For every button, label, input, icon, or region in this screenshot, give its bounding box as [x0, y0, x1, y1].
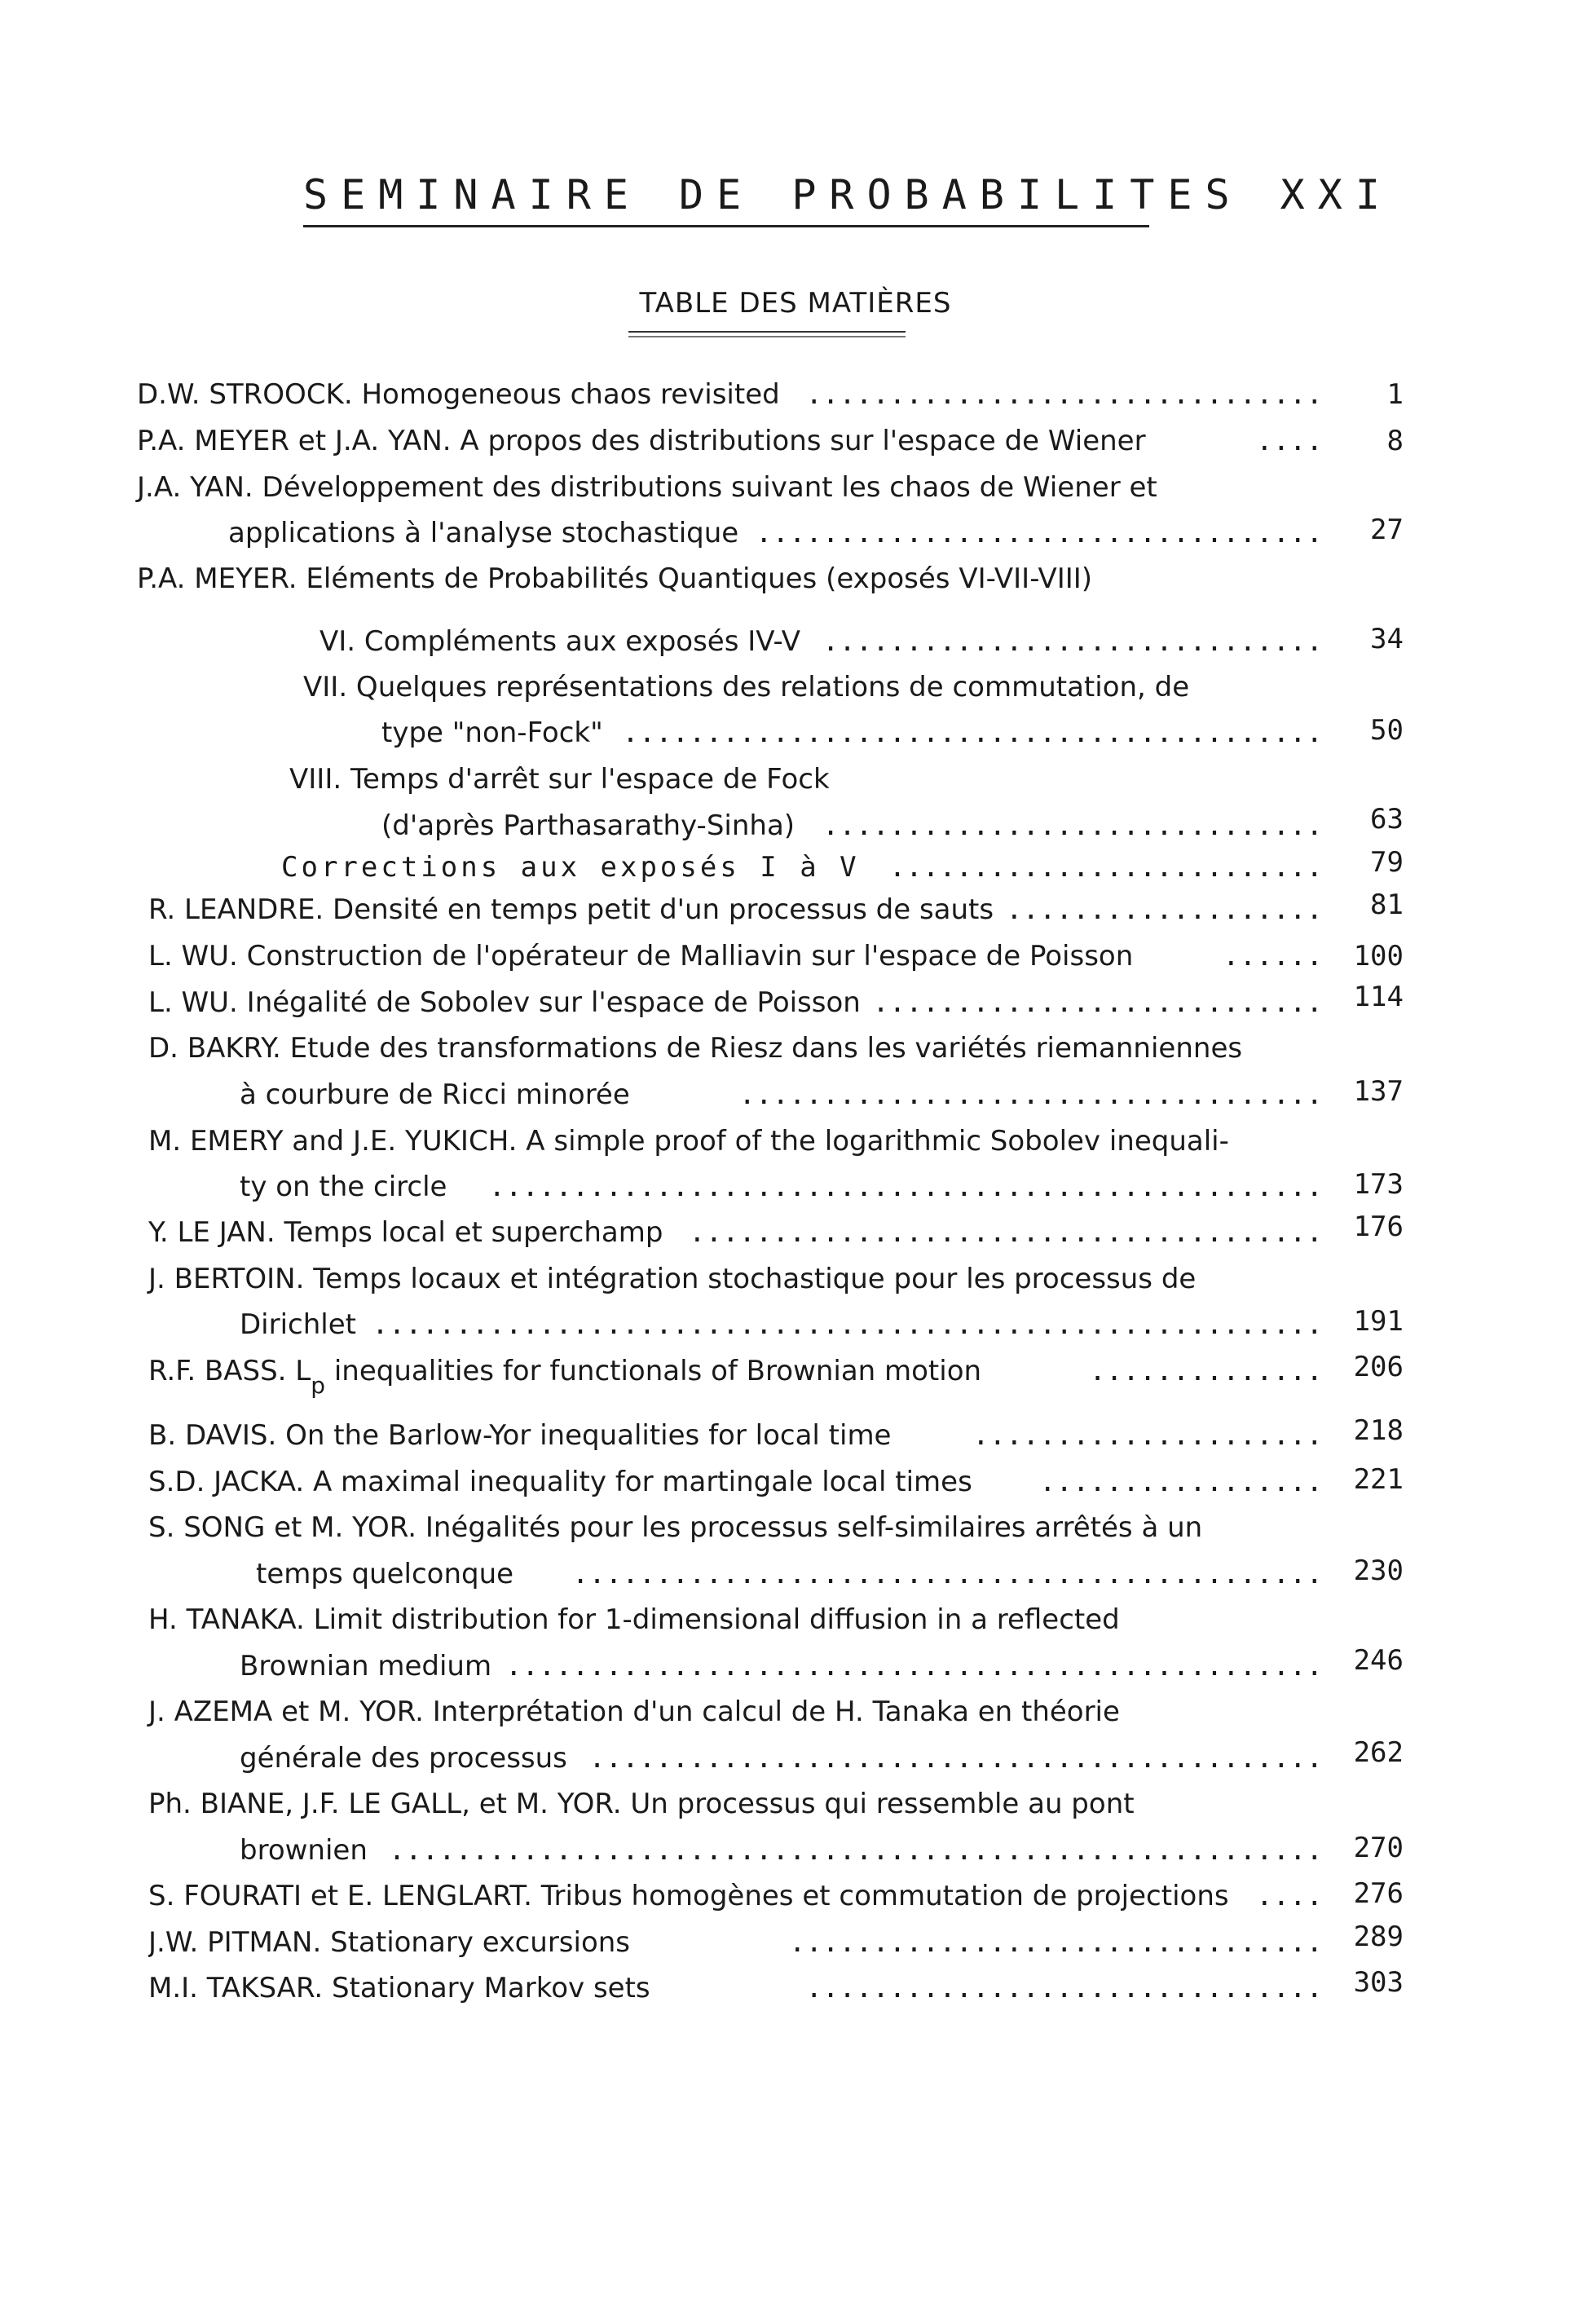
page-number: 79	[1370, 846, 1404, 879]
entry-text: D.W. STROOCK. Homogeneous chaos revisited	[137, 378, 780, 411]
section-heading: P.A. MEYER. Eléments de Probabilités Quantiques (exposés VI-VII-VIII)	[137, 562, 1093, 595]
toc-entry	[281, 848, 1323, 887]
entry-continuation: (d'après Parthasarathy-Sinha)	[381, 809, 796, 842]
toc-entry	[148, 1416, 1323, 1455]
toc-entry	[137, 421, 1323, 461]
title-underline	[303, 225, 1149, 227]
entry-text-part: R.F. BASS. L	[148, 1355, 311, 1387]
entry-continuation: à courbure de Ricci minorée	[240, 1078, 630, 1111]
page-number: 81	[1370, 889, 1404, 921]
entry-continuation: générale des processus	[240, 1742, 567, 1775]
page-number: 246	[1353, 1644, 1404, 1677]
entry-continuation: Brownian medium	[240, 1650, 492, 1682]
entry-text: S.D. JACKA. A maximal inequality for martingale local times	[148, 1466, 972, 1498]
leader-dots: ......	[1223, 940, 1323, 972]
entry-continuation: Dirichlet	[240, 1308, 356, 1341]
entry-text: Corrections aux exposés I à V	[281, 851, 860, 884]
leader-dots: ..................................................	[488, 1171, 1323, 1203]
leader-dots: ........................................................	[388, 1834, 1323, 1867]
page-number: 50	[1370, 714, 1404, 747]
toc-entry	[148, 1969, 1323, 2008]
toc-entry	[240, 1075, 1323, 1114]
leader-dots: .............................................	[571, 1558, 1323, 1590]
page-number: 270	[1353, 1832, 1404, 1864]
leader-dots: ....	[1256, 425, 1323, 457]
page-number: 206	[1353, 1351, 1404, 1383]
entry-text: L. WU. Inégalité de Sobolev sur l'espace de Poisson	[148, 986, 861, 1019]
toc-entry	[148, 983, 1323, 1022]
leader-dots: ..........................................	[622, 717, 1323, 749]
toc-entry	[240, 1739, 1323, 1778]
toc-entry	[148, 1923, 1323, 1962]
entry-text: J.W. PITMAN. Stationary excursions	[148, 1926, 631, 1959]
entry-continuation: brownien	[240, 1834, 368, 1867]
toc-entry	[137, 375, 1323, 414]
page-number: 176	[1353, 1211, 1404, 1243]
page-number: 63	[1370, 803, 1404, 836]
entry-text	[148, 1352, 982, 1399]
toc-entry	[240, 1167, 1323, 1206]
toc-entry	[148, 1876, 1323, 1916]
toc-entry	[228, 514, 1323, 553]
page-number: 137	[1353, 1075, 1404, 1108]
leader-dots: ...............................	[805, 378, 1323, 411]
leader-dots: .........................................................	[372, 1308, 1323, 1341]
toc-entry	[320, 622, 1323, 661]
entry-text: VI. Compléments aux exposés IV-V	[320, 625, 801, 658]
entry-text: J. BERTOIN. Temps locaux et intégration stochastique pour les processus de	[148, 1263, 1197, 1295]
leader-dots: ...................................	[738, 1078, 1323, 1111]
entry-text: Y. LE JAN. Temps local et superchamp	[148, 1216, 663, 1249]
leader-dots: ..................................	[756, 517, 1323, 549]
leader-dots: .................	[1039, 1466, 1323, 1498]
page-number: 221	[1353, 1463, 1404, 1496]
entry-text: VIII. Temps d'arrêt sur l'espace de Fock	[289, 763, 830, 796]
leader-dots: ............................................	[588, 1742, 1323, 1775]
leader-dots: ................................	[788, 1926, 1323, 1959]
leader-dots: .................................................	[505, 1650, 1323, 1682]
entry-text: S. FOURATI et E. LENGLART. Tribus homogènes et commutation de projections	[148, 1880, 1229, 1912]
entry-text: VII. Quelques représentations des relations de commutation, de	[303, 671, 1190, 703]
page-number: 114	[1353, 981, 1404, 1013]
page-number: 1	[1386, 378, 1404, 411]
toc-entry	[148, 1213, 1323, 1252]
page-number: 289	[1353, 1920, 1404, 1953]
entry-text-part: inequalities for functionals of Brownian motion	[325, 1355, 982, 1387]
page-number: 303	[1353, 1966, 1404, 1999]
toc-entry	[148, 937, 1323, 976]
page-number: 230	[1353, 1554, 1404, 1587]
toc-entry	[148, 890, 1323, 929]
entry-text: R. LEANDRE. Densité en temps petit d'un processus de sauts	[148, 893, 994, 926]
toc-entry	[381, 806, 1323, 845]
toc-heading: TABLE DES MATIÈRES	[639, 287, 952, 320]
toc-entry	[240, 1305, 1323, 1344]
entry-text: J.A. YAN. Développement des distributions suivant les chaos de Wiener et	[137, 471, 1157, 504]
leader-dots: ...............................	[805, 1972, 1323, 2004]
leader-dots: ..............................	[822, 809, 1323, 842]
entry-text: S. SONG et M. YOR. Inégalités pour les processus self-similaires arrêtés à un	[148, 1511, 1203, 1544]
toc-entry	[148, 1462, 1323, 1502]
entry-text: B. DAVIS. On the Barlow-Yor inequalities for local time	[148, 1419, 892, 1452]
volume-title: SEMINAIRE DE PROBABILITES XXI	[303, 171, 1393, 218]
entry-text: H. TANAKA. Limit distribution for 1-dimensional diffusion in a reflected	[148, 1603, 1120, 1636]
toc-entry	[256, 1554, 1323, 1594]
entry-text: L. WU. Construction de l'opérateur de Malliavin sur l'espace de Poisson	[148, 940, 1134, 972]
entry-text: M. EMERY and J.E. YUKICH. A simple proof of the logarithmic Sobolev inequali-	[148, 1125, 1229, 1158]
entry-text: P.A. MEYER et J.A. YAN. A propos des distributions sur l'espace de Wiener	[137, 425, 1146, 457]
toc-entry	[240, 1647, 1323, 1686]
leader-dots: ..............................	[822, 625, 1323, 658]
leader-dots: ......................................	[689, 1216, 1323, 1249]
entry-continuation: applications à l'analyse stochastique	[228, 517, 739, 549]
entry-text: Ph. BIANE, J.F. LE GALL, et M. YOR. Un processus qui ressemble au pont	[148, 1788, 1135, 1820]
page-number: 276	[1353, 1877, 1404, 1910]
entry-continuation: ty on the circle	[240, 1171, 447, 1203]
leader-dots: ....	[1256, 1880, 1323, 1912]
entry-text: D. BAKRY. Etude des transformations de Riesz dans les variétés riemanniennes	[148, 1032, 1243, 1065]
entry-continuation: temps quelconque	[256, 1558, 514, 1590]
page-number: 218	[1353, 1414, 1404, 1447]
heading-underline	[628, 331, 906, 337]
leader-dots: ..........................	[888, 851, 1323, 884]
page-number: 173	[1353, 1168, 1404, 1201]
toc-entry	[240, 1831, 1323, 1870]
entry-continuation: type "non-Fock"	[381, 717, 603, 749]
subscript: p	[311, 1372, 326, 1399]
leader-dots: ...................	[1006, 893, 1323, 926]
page-number: 191	[1353, 1305, 1404, 1338]
entry-text: M.I. TAKSAR. Stationary Markov sets	[148, 1972, 650, 2004]
leader-dots: ..............	[1089, 1355, 1323, 1387]
toc-entry	[148, 1352, 1323, 1410]
page-number: 262	[1353, 1736, 1404, 1769]
page-number: 8	[1386, 425, 1404, 457]
leader-dots: ...........................	[872, 986, 1323, 1019]
page-number: 34	[1370, 623, 1404, 655]
leader-dots: .....................	[972, 1419, 1323, 1452]
toc-entry	[381, 713, 1323, 752]
entry-text: J. AZEMA et M. YOR. Interprétation d'un calcul de H. Tanaka en théorie	[148, 1696, 1120, 1728]
page-number: 100	[1353, 940, 1404, 972]
page-number: 27	[1370, 514, 1404, 546]
